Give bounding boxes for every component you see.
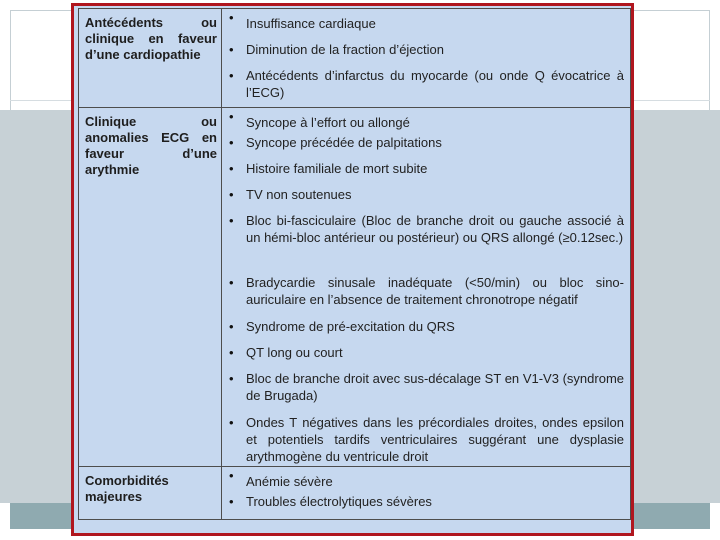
criteria-table <box>78 8 631 520</box>
items-cell <box>222 9 631 108</box>
list-item: • Histoire familiale de mort subite <box>222 160 630 186</box>
item-list <box>222 9 630 107</box>
list-item: • QT long ou court <box>222 344 630 370</box>
list-item: • Syncope précédée de palpitations <box>222 134 630 160</box>
items-cell <box>222 108 631 467</box>
item-list <box>222 467 630 519</box>
item-list <box>222 108 630 466</box>
category-cell: Clinique ou anomalies ECG en faveur d’une arythmie <box>79 108 222 467</box>
table-row <box>79 467 631 520</box>
list-item: • Bloc bi-fasciculaire (Bloc de branche droit ou gauche associé à un hémi-bloc antérieur ou postérieur) ou QRS allongé (≥0.12sec.) <box>222 212 630 274</box>
list-item: • Syndrome de pré-excitation du QRS <box>222 318 630 344</box>
list-item: • Bloc de branche droit avec sus-décalage ST en V1-V3 (syndrome de Brugada) <box>222 370 630 414</box>
list-item: • Antécédents d’infarctus du myocarde (ou onde Q évocatrice à l’ECG) <box>222 67 630 107</box>
criteria-table-frame <box>71 3 634 536</box>
list-item: • Anémie sévère <box>222 467 630 493</box>
table-row <box>79 108 631 467</box>
list-item: • Syncope à l’effort ou allongé <box>222 108 630 134</box>
items-cell <box>222 467 631 520</box>
list-item: • TV non soutenues <box>222 186 630 212</box>
list-item: • Insuffisance cardiaque <box>222 9 630 41</box>
table-row <box>79 9 631 108</box>
list-item: • Bradycardie sinusale inadéquate (<50/min) ou bloc sino-auriculaire en l’absence de traitement chronotrope négatif <box>222 274 630 318</box>
list-item: • Ondes T négatives dans les précordiales droites, ondes epsilon et potentiels tardifs ventriculaires suggérant une dysplasie arythmogène du ventricule droit <box>222 414 630 466</box>
category-cell: Comorbidités majeures <box>79 467 222 520</box>
list-item: • Troubles électrolytiques sévères <box>222 493 630 519</box>
list-item: • Diminution de la fraction d’éjection <box>222 41 630 67</box>
category-cell: Antécédents ou clinique en faveur d’une cardiopathie <box>79 9 222 108</box>
